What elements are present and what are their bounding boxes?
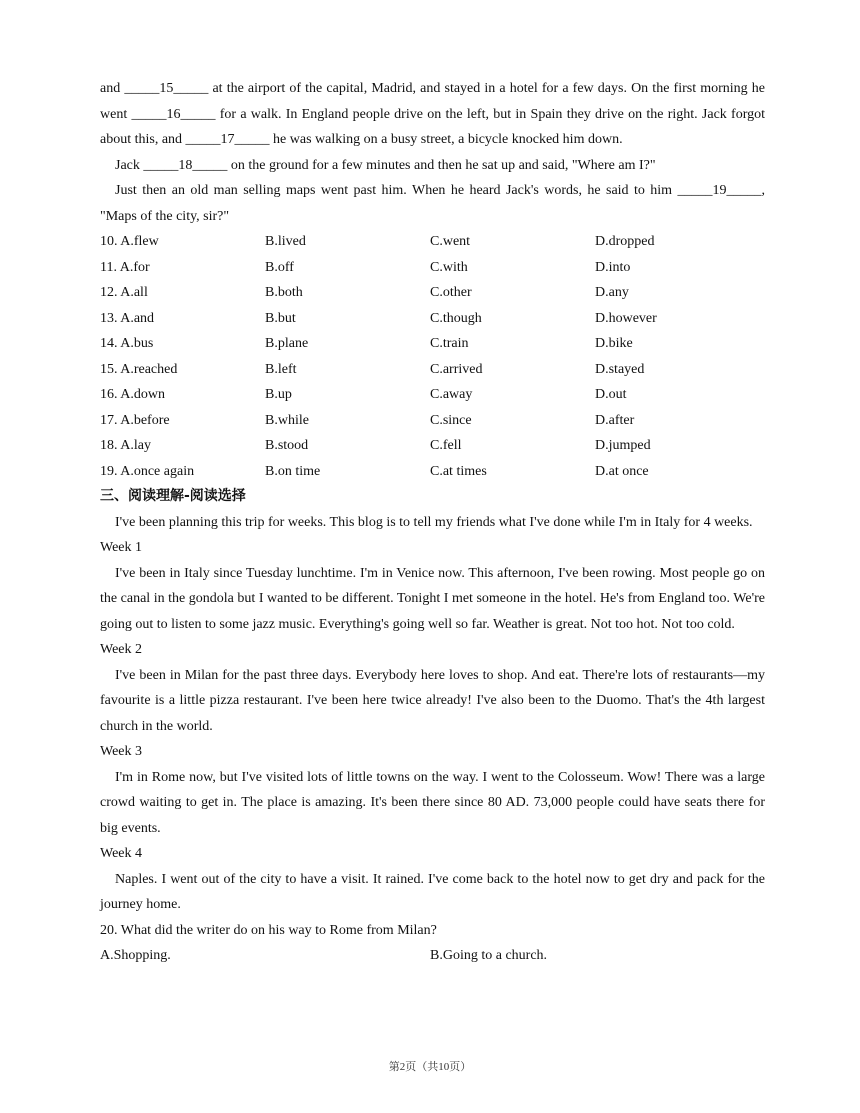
option-c: C.fell	[430, 438, 462, 453]
passage-paragraph: and _____15_____ at the airport of the capital, Madrid, and stayed in a hotel for a few days. On the first morning he went _____16_____ for a walk. In England people drive on the left, but in Spain they drive on the right. Jack forgot about this, and _____17_____ he was walking on a busy street, a bicycle knocked him down.	[100, 81, 765, 147]
week-heading: Week 1	[100, 540, 143, 555]
option-row	[100, 357, 765, 383]
option-row	[100, 408, 765, 434]
option-d: D.stayed	[595, 361, 645, 377]
week-heading: Week 3	[100, 744, 143, 759]
options-table	[100, 229, 765, 484]
option-row	[100, 255, 765, 281]
option-b: B.left	[265, 361, 297, 377]
passage-paragraph: Jack _____18_____ on the ground for a few minutes and then he sat up and said, "Where am I?"	[115, 157, 656, 173]
page-footer: 第2页（共10页）	[388, 1061, 472, 1073]
option-a: 10. A.flew	[100, 234, 159, 249]
option-c: C.though	[430, 310, 482, 326]
option-d: D.bike	[595, 336, 633, 351]
option-c: C.went	[430, 234, 471, 249]
option-a: 16. A.down	[100, 387, 165, 402]
option-c: C.at times	[430, 463, 487, 479]
option-a: 19. A.once again	[100, 463, 195, 479]
week-paragraph: I've been in Milan for the past three days. Everybody here loves to shop. And eat. There're lots of restaurants—my favourite is a little pizza restaurant. I've been here twice already! I've also been to the Duomo. That's the 4th largest church in the world.	[100, 667, 765, 734]
option-b: B.off	[265, 259, 294, 275]
week-paragraph: I've been in Italy since Tuesday lunchtime. I'm in Venice now. This afternoon, I've been rowing. Most people go on the canal in the gondola but I wanted to be different. Tonight I met someone in the hotel. He's from England too. We're going out to listen to some jazz music. Everything's going well so far. Weather is great. Not too hot. Not too cold.	[100, 565, 765, 632]
option-d: D.any	[595, 285, 629, 300]
week-paragraph: Naples. I went out of the city to have a visit. It rained. I've come back to the hotel now to get dry and pack for the journey home.	[100, 871, 765, 912]
choice-b: B.Going to a church.	[430, 948, 548, 963]
option-b: B.but	[265, 310, 296, 326]
option-row	[100, 280, 765, 306]
passage-paragraph: Just then an old man selling maps went past him. When he heard Jack's words, he said to him _____19_____, "Maps of the city, sir?"	[100, 183, 765, 224]
option-a: 14. A.bus	[100, 336, 154, 351]
option-c: C.away	[430, 387, 473, 402]
week-paragraph: I'm in Rome now, but I've visited lots of little towns on the way. I went to the Colosseum. Wow! There was a large crowd waiting to get in. The place is amazing. It's been there since 80 AD. 73,000 people could have seats there for big events.	[100, 769, 765, 836]
option-b: B.while	[265, 412, 309, 428]
option-row	[100, 306, 765, 332]
option-b: B.on time	[265, 463, 321, 479]
document-page	[100, 76, 765, 969]
option-row	[100, 433, 765, 459]
option-c: C.with	[430, 259, 468, 275]
option-b: B.lived	[265, 234, 306, 249]
week-heading: Week 2	[100, 642, 143, 657]
option-row	[100, 382, 765, 408]
blog-intro: I've been planning this trip for weeks. This blog is to tell my friends what I've done while I'm in Italy for 4 weeks.	[115, 514, 753, 530]
option-a: 17. A.before	[100, 412, 170, 428]
option-d: D.at once	[595, 463, 649, 479]
option-a: 11. A.for	[100, 259, 150, 275]
option-b: B.plane	[265, 336, 309, 351]
option-d: D.after	[595, 412, 635, 428]
option-a: 18. A.lay	[100, 438, 151, 453]
option-d: D.into	[595, 259, 631, 275]
question-choices	[100, 943, 765, 969]
option-row	[100, 331, 765, 357]
option-b: B.both	[265, 285, 303, 300]
option-a: 15. A.reached	[100, 361, 178, 377]
option-row	[100, 229, 765, 255]
option-row	[100, 459, 765, 485]
option-c: C.train	[430, 336, 469, 351]
option-d: D.however	[595, 310, 657, 326]
option-a: 12. A.all	[100, 285, 148, 300]
week-heading: Week 4	[100, 846, 143, 861]
section-title: 三、阅读理解-阅读选择	[100, 488, 246, 504]
option-c: C.arrived	[430, 361, 483, 377]
option-b: B.stood	[265, 438, 309, 453]
option-d: D.dropped	[595, 234, 655, 249]
question-text: 20. What did the writer do on his way to Rome from Milan?	[100, 922, 437, 938]
option-b: B.up	[265, 387, 292, 402]
option-d: D.jumped	[595, 438, 651, 453]
option-c: C.other	[430, 285, 472, 300]
option-d: D.out	[595, 387, 627, 402]
choice-a: A.Shopping.	[100, 948, 171, 963]
option-c: C.since	[430, 412, 472, 428]
option-a: 13. A.and	[100, 310, 155, 326]
